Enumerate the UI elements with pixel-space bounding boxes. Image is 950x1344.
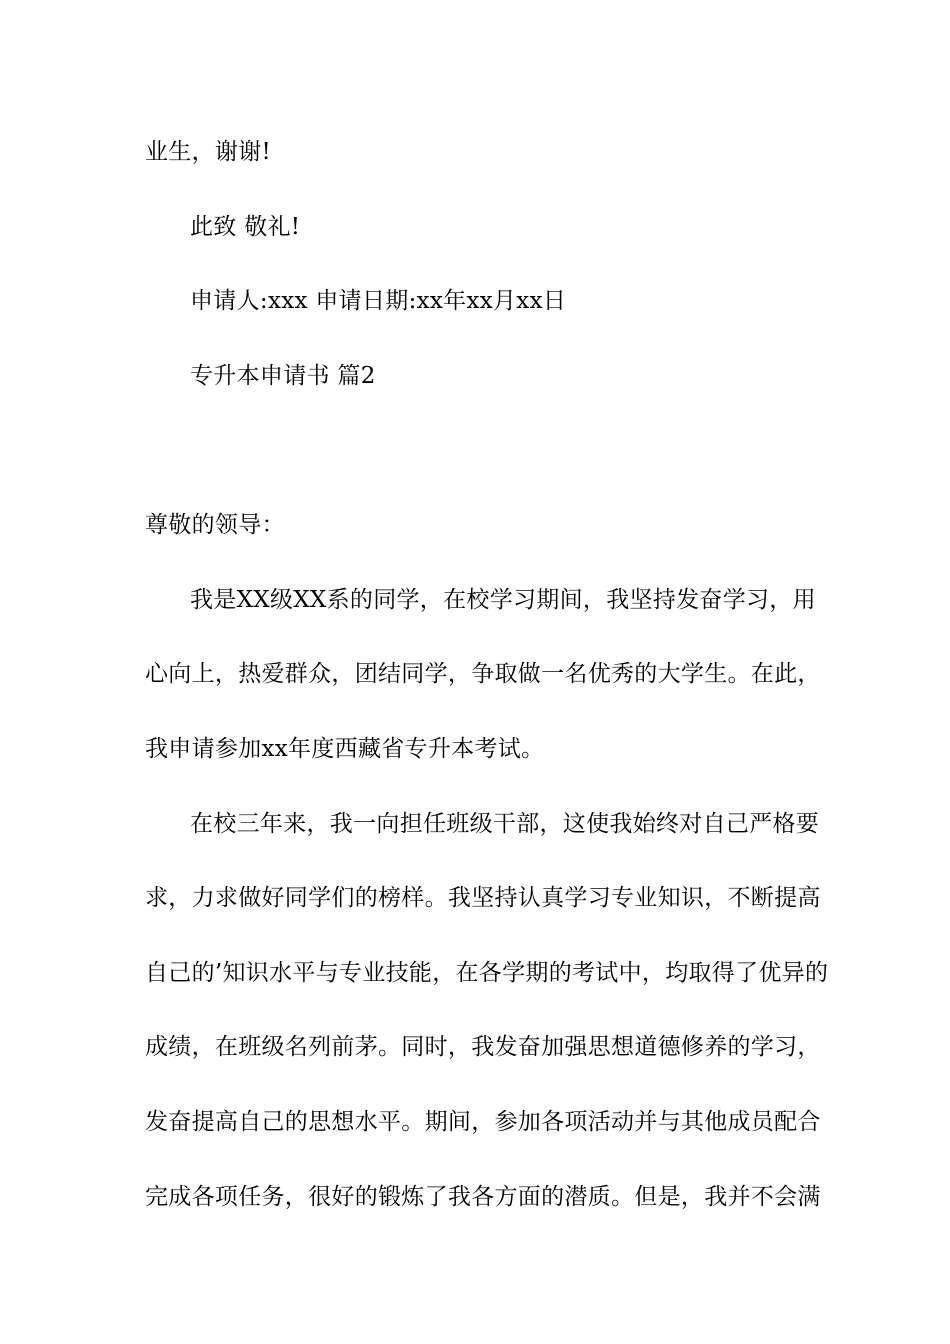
section-heading: 专升本申请书 篇2 — [190, 363, 376, 389]
paragraph-line: 心向上，热爱群众，团结同学，争取做一名优秀的大学生。在此， — [145, 661, 821, 687]
paragraph-line: 在校三年来，我一向担任班级干部，这使我始终对自己严格要 — [190, 811, 820, 837]
text-line-closing-fragment: 业生，谢谢! — [145, 139, 272, 165]
text-line-applicant-date: 申请人:xxx 申请日期:xx年xx月xx日 — [190, 288, 567, 314]
paragraph-line: 发奋提高自己的思想水平。期间，参加各项活动并与其他成员配合 — [145, 1109, 821, 1135]
paragraph-line: 我申请参加xx年度西藏省专升本考试。 — [145, 736, 545, 762]
paragraph-line: 我是XX级XX系的同学，在校学习期间，我坚持发奋学习，用 — [190, 587, 816, 613]
paragraph-line: 求，力求做好同学们的榜样。我坚持认真学习专业知识，不断提高 — [145, 885, 821, 911]
paragraph-line: 成绩，在班级名列前茅。同时，我发奋加强思想道德修养的学习， — [145, 1034, 821, 1060]
paragraph-line: 自己的’知识水平与专业技能，在各学期的考试中，均取得了优异的 — [145, 960, 829, 986]
text-line-salutation-close: 此致 敬礼! — [190, 214, 301, 240]
paragraph-line: 完成各项任务，很好的锻炼了我各方面的潜质。但是，我并不会满 — [145, 1184, 821, 1210]
text-line-greeting: 尊敬的领导： — [145, 512, 285, 538]
